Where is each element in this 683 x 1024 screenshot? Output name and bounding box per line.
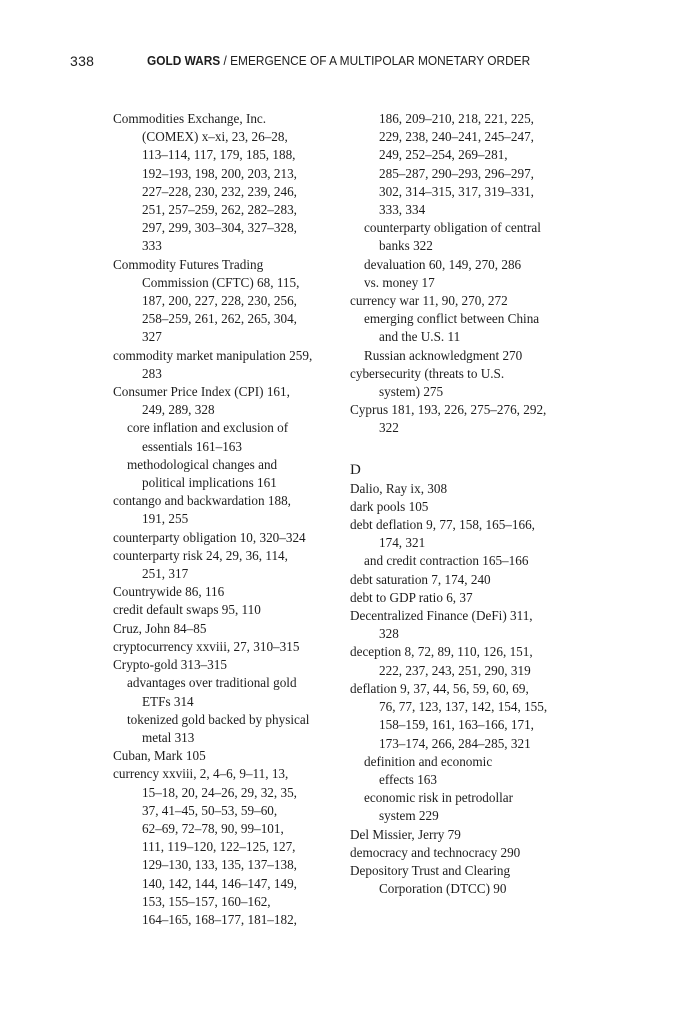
index-line: 297, 299, 303–304, 327–328, <box>142 220 297 236</box>
index-line: essentials 161–163 <box>142 438 242 454</box>
index-line: 37, 41–45, 50–53, 59–60, <box>142 802 278 818</box>
index-entry <box>350 480 580 498</box>
index-line: methodological changes and <box>127 456 278 472</box>
index-line: debt deflation 9, 77, 158, 165–166, <box>350 517 535 533</box>
index-line: 174, 321 <box>379 535 426 551</box>
index-line: (COMEX) x–xi, 23, 26–28, <box>142 129 288 145</box>
index-line: system) 275 <box>379 384 444 400</box>
index-entry <box>350 680 580 753</box>
index-entry <box>113 620 341 638</box>
index-line: Depository Trust and Clearing <box>350 862 511 878</box>
index-subentry <box>350 347 580 365</box>
index-line: 173–174, 266, 284–285, 321 <box>379 735 531 751</box>
index-line: 140, 142, 144, 146–147, 149, <box>142 875 297 891</box>
index-line: 258–259, 261, 262, 265, 304, <box>142 311 297 327</box>
index-subentry <box>350 789 580 825</box>
index-line: banks 322 <box>379 238 433 254</box>
index-line: 62–69, 72–78, 90, 99–101, <box>142 820 284 836</box>
index-line: core inflation and exclusion of <box>127 420 289 436</box>
index-subentry <box>350 310 580 346</box>
index-line: 111, 119–120, 122–125, 127, <box>142 839 296 855</box>
index-entry <box>350 498 580 516</box>
index-line: credit default swaps 95, 110 <box>113 602 261 618</box>
index-entry <box>350 292 580 310</box>
book-title: GOLD WARS <box>147 54 221 68</box>
index-line: Cruz, John 84–85 <box>113 620 207 636</box>
index-subentry <box>350 753 580 789</box>
index-line: 249, 289, 328 <box>142 402 215 418</box>
index-line: Corporation (DTCC) 90 <box>379 881 507 897</box>
index-line: Dalio, Ray ix, 308 <box>350 480 448 496</box>
index-subentry <box>113 711 341 747</box>
index-entry <box>350 862 580 898</box>
index-subentry <box>350 552 580 570</box>
running-head <box>70 53 630 71</box>
index-line: 333, 334 <box>379 202 426 218</box>
index-line: Decentralized Finance (DeFi) 311, <box>350 608 533 624</box>
index-line: 283 <box>142 365 162 381</box>
index-line: vs. money 17 <box>364 274 435 290</box>
index-entry <box>113 110 341 256</box>
index-line: 327 <box>142 329 162 345</box>
index-line: 229, 238, 240–241, 245–247, <box>379 129 534 145</box>
index-line: 251, 317 <box>142 566 189 582</box>
index-line: Cuban, Mark 105 <box>113 748 206 764</box>
index-entry <box>113 638 341 656</box>
index-entry-continued <box>350 110 580 219</box>
index-line: 158–159, 161, 163–166, 171, <box>379 717 534 733</box>
index-entry <box>350 643 580 679</box>
index-line: 113–114, 117, 179, 185, 188, <box>142 147 296 163</box>
index-entry <box>350 401 580 437</box>
index-line: Commodities Exchange, Inc. <box>113 111 267 126</box>
index-entry <box>113 383 341 419</box>
index-line: 192–193, 198, 200, 203, 213, <box>142 165 297 181</box>
index-line: effects 163 <box>379 771 437 787</box>
index-line: advantages over traditional gold <box>127 675 297 691</box>
index-line: 249, 252–254, 269–281, <box>379 147 508 163</box>
running-title <box>147 54 530 68</box>
index-subentry <box>350 256 580 274</box>
index-line: D <box>350 461 361 478</box>
chapter-title: / EMERGENCE OF A MULTIPOLAR MONETARY ORDER <box>220 54 531 68</box>
index-line: debt to GDP ratio 6, 37 <box>350 589 473 605</box>
index-entry <box>113 765 341 929</box>
index-line: political implications 161 <box>142 475 277 491</box>
index-line: 76, 77, 123, 137, 142, 154, 155, <box>379 699 548 715</box>
index-line: Consumer Price Index (CPI) 161, <box>113 384 290 400</box>
index-line: 187, 200, 227, 228, 230, 256, <box>142 293 297 309</box>
index-entry <box>113 656 341 674</box>
index-line: 129–130, 133, 135, 137–138, <box>142 857 297 873</box>
index-line: currency war 11, 90, 270, 272 <box>350 293 508 309</box>
index-line: metal 313 <box>142 729 195 745</box>
index-subentry <box>113 419 341 455</box>
index-line: currency xxviii, 2, 4–6, 9–11, 13, <box>113 766 289 782</box>
index-line: Crypto-gold 313–315 <box>113 657 227 673</box>
index-line: 227–228, 230, 232, 239, 246, <box>142 183 297 199</box>
index-entry <box>113 583 341 601</box>
index-line: system 229 <box>379 808 439 824</box>
index-entry <box>113 747 341 765</box>
index-entry <box>350 365 580 401</box>
index-line: 302, 314–315, 317, 319–331, <box>379 183 534 199</box>
index-line: cryptocurrency xxviii, 27, 310–315 <box>113 638 300 654</box>
index-line: democracy and technocracy 290 <box>350 844 521 860</box>
index-subentry <box>350 274 580 292</box>
index-line: Del Missier, Jerry 79 <box>350 826 461 842</box>
index-entry <box>113 347 341 383</box>
index-line: economic risk in petrodollar <box>364 790 514 806</box>
index-line: Commission (CFTC) 68, 115, <box>142 274 300 290</box>
index-line: 322 <box>379 420 399 436</box>
index-line: 191, 255 <box>142 511 189 527</box>
index-line: 15–18, 20, 24–26, 29, 32, 35, <box>142 784 297 800</box>
index-line: Countrywide 86, 116 <box>113 584 225 600</box>
index-line: commodity market manipulation 259, <box>113 347 313 363</box>
index-line: tokenized gold backed by physical <box>127 711 310 727</box>
index-line: dark pools 105 <box>350 498 429 514</box>
index-entry <box>113 256 341 347</box>
page-number: 338 <box>70 53 95 69</box>
index-line: deception 8, 72, 89, 110, 126, 151, <box>350 644 533 660</box>
index-line: 328 <box>379 626 399 642</box>
index-line: counterparty risk 24, 29, 36, 114, <box>113 547 288 563</box>
index-line: and credit contraction 165–166 <box>364 553 529 569</box>
index-subentry <box>113 674 341 710</box>
index-line: contango and backwardation 188, <box>113 493 291 509</box>
index-entry <box>350 607 580 643</box>
index-line: 153, 155–157, 160–162, <box>142 893 271 909</box>
index-entry <box>350 826 580 844</box>
index-line: Russian acknowledgment 270 <box>364 347 523 363</box>
index-line: 164–165, 168–177, 181–182, <box>142 911 297 927</box>
index-entry <box>113 601 341 619</box>
index-line: counterparty obligation 10, 320–324 <box>113 529 306 545</box>
index-column-right <box>350 110 580 898</box>
index-entry <box>350 571 580 589</box>
index-line: counterparty obligation of central <box>364 220 541 236</box>
index-entry <box>113 492 341 528</box>
index-letter-heading <box>350 461 580 479</box>
index-line: 251, 257–259, 262, 282–283, <box>142 202 297 218</box>
index-line: devaluation 60, 149, 270, 286 <box>364 256 522 272</box>
index-line: debt saturation 7, 174, 240 <box>350 571 491 587</box>
index-line: definition and economic <box>364 753 493 769</box>
index-line: 285–287, 290–293, 296–297, <box>379 165 534 181</box>
index-line: Commodity Futures Trading <box>113 256 264 272</box>
index-entry <box>350 589 580 607</box>
index-line: Cyprus 181, 193, 226, 275–276, 292, <box>350 402 547 418</box>
index-line: 222, 237, 243, 251, 290, 319 <box>379 662 531 678</box>
index-entry <box>113 529 341 547</box>
index-line: and the U.S. 11 <box>379 329 461 345</box>
index-line: deflation 9, 37, 44, 56, 59, 60, 69, <box>350 680 529 696</box>
index-entry <box>350 844 580 862</box>
index-line: emerging conflict between China <box>364 311 540 327</box>
index-entry <box>113 547 341 583</box>
index-line: cybersecurity (threats to U.S. <box>350 365 505 381</box>
index-column-left <box>113 110 341 929</box>
index-entry <box>350 516 580 552</box>
index-line: ETFs 314 <box>142 693 194 709</box>
index-subentry <box>350 219 580 255</box>
index-subentry <box>113 456 341 492</box>
index-line: 186, 209–210, 218, 221, 225, <box>379 111 534 126</box>
index-line: 333 <box>142 238 162 254</box>
